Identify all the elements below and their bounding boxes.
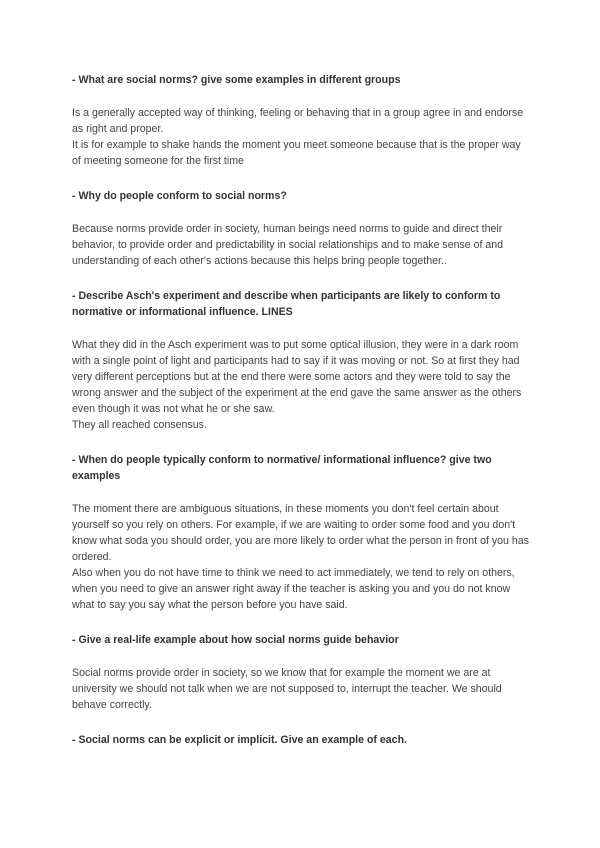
answer-text bbox=[72, 501, 530, 613]
question-heading: - What are social norms? give some examples in different groups bbox=[72, 74, 401, 86]
question-heading: - When do people typically conform to normative/ informational influence? give two examples bbox=[72, 454, 492, 482]
answer-paragraph: The moment there are ambiguous situations, in these moments you don't feel certain about yourself so you rely on others. For example, if we are waiting to order some food and you don't know what soda you should order, you are more likely to order what the person in front of you has ordered. bbox=[72, 503, 529, 563]
answer-paragraph: Social norms provide order in society, so we know that for example the moment we are at university we should not talk when we are not supposed to, interrupt the teacher. We should behave correctly. bbox=[72, 667, 502, 711]
section-why-conform bbox=[72, 188, 530, 269]
answer-paragraph: What they did in the Asch experiment was to put some optical illusion, they were in a dark room with a single point of light and participants had to say if it was moving or not. So at first they had very different perceptions but at the end there were some actors and they were told to say the wrong answer and the subject of the experiment at the end gave the same answer as the others even though it was not what he or she saw. bbox=[72, 339, 522, 415]
answer-text bbox=[72, 221, 530, 269]
section-social-norms-definition bbox=[72, 72, 530, 169]
answer-paragraph: Is a generally accepted way of thinking, feeling or behaving that in a group agree in and endorse as right and proper. bbox=[72, 107, 524, 135]
answer-paragraph: They all reached consensus. bbox=[72, 419, 207, 431]
section-real-life-example bbox=[72, 632, 530, 713]
answer-text bbox=[72, 105, 530, 169]
section-explicit-implicit bbox=[72, 732, 530, 748]
answer-paragraph: Also when you do not have time to think we need to act immediately, we tend to rely on others, when you need to give an answer right away if the teacher is asking you and you do not know what to say you say what the person before you have said. bbox=[72, 567, 515, 611]
question-heading: - Social norms can be explicit or implicit. Give an example of each. bbox=[72, 734, 407, 746]
answer-text bbox=[72, 337, 530, 433]
question-heading: - Describe Asch's experiment and describe when participants are likely to conform to normative or informational influence. LINES bbox=[72, 290, 501, 318]
question-heading: - Give a real-life example about how social norms guide behavior bbox=[72, 634, 399, 646]
answer-text bbox=[72, 665, 530, 713]
section-asch-experiment bbox=[72, 288, 530, 433]
question-heading: - Why do people conform to social norms? bbox=[72, 190, 287, 202]
answer-paragraph: It is for example to shake hands the moment you meet someone because that is the proper way of meeting someone for the first time bbox=[72, 139, 521, 167]
section-normative-informational bbox=[72, 452, 530, 613]
answer-paragraph: Because norms provide order in society, human beings need norms to guide and direct their behavior, to provide order and predictability in social relationships and to make sense of and understanding of each other's actions because this helps bring people together.. bbox=[72, 223, 504, 267]
